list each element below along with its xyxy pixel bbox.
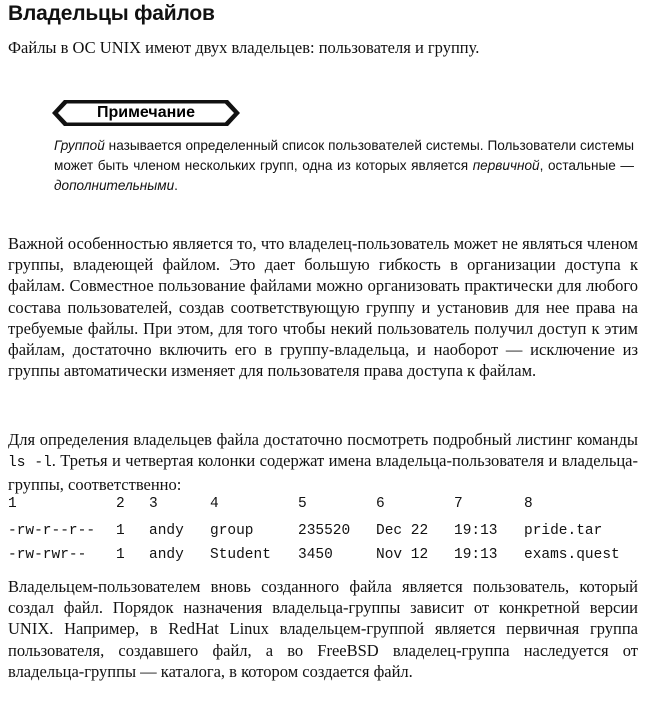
para2-after: . Третья и четвертая колонки содержат имена владельца-пользователя и владельца-группы, соответственно: xyxy=(8,451,638,495)
command-ls: ls -l xyxy=(8,455,52,472)
listing-owner-group: Student xyxy=(210,547,271,563)
body-paragraph-3: Владельцем-пользователем вновь созданного файла является пользователь, который создал файл. Порядок назначения владельца-группы зависит от конкретной версии UNIX. Например, в RedHat Linux владельцем-группой является первичная группа пользователя, создавшего файл, а во FreeBSD владелец-группа наследуется от владельца-группы — каталога, в котором создается файл. xyxy=(8,577,638,681)
listing-col-number: 1 xyxy=(8,496,17,512)
note-text-1: называется определенный список пользователей системы. Пользователи системы может быть членом нескольких групп, одна из которых является xyxy=(54,138,634,173)
para2-before: Для определения владельцев файла достаточно посмотреть подробный листинг команды xyxy=(8,430,638,449)
listing-row xyxy=(8,523,638,545)
listing-date: Dec 22 xyxy=(376,523,429,539)
listing-links: 1 xyxy=(116,547,125,563)
listing-col-number: 5 xyxy=(298,496,307,512)
intro-paragraph: Файлы в ОС UNIX имеют двух владельцев: пользователя и группу. xyxy=(8,38,480,57)
listing-header-row xyxy=(8,496,638,518)
note-label-banner xyxy=(52,100,240,126)
note-label-text: Примечание xyxy=(96,104,196,121)
note-term-group: Группой xyxy=(54,138,105,153)
note-text-3: . xyxy=(174,178,178,193)
listing-col-number: 4 xyxy=(210,496,219,512)
listing-col-number: 6 xyxy=(376,496,385,512)
listing-col-number: 2 xyxy=(116,496,125,512)
listing-col-number: 3 xyxy=(149,496,158,512)
listing-links: 1 xyxy=(116,523,125,539)
listing-permissions: -rw-rwr-- xyxy=(8,547,87,563)
ls-listing xyxy=(8,496,638,574)
listing-time: 19:13 xyxy=(454,547,498,563)
listing-size: 235520 xyxy=(298,523,351,539)
listing-owner-group: group xyxy=(210,523,254,539)
note-term-additional: дополнительными xyxy=(54,178,175,193)
section-heading: Владельцы файлов xyxy=(8,2,215,25)
note-term-primary: первичной xyxy=(472,158,540,173)
listing-col-number: 7 xyxy=(454,496,463,512)
body-paragraph-2 xyxy=(8,429,638,496)
listing-filename: pride.tar xyxy=(524,523,603,539)
listing-owner-user: andy xyxy=(149,523,184,539)
listing-time: 19:13 xyxy=(454,523,498,539)
listing-row xyxy=(8,547,638,569)
note-body xyxy=(54,136,634,196)
note-text-2: , остальные — xyxy=(539,158,634,173)
body-paragraph-1: Важной особенностью является то, что владелец-пользователь может не являться членом группы, владеющей файлом. Это дает большую гибкость в организации доступа к файлам. Совместное пользование файлами можно организовать практически для любого состава пользователей, создав соответствующую группу и установив для нее права на требуемые файлы. При этом, для того чтобы некий пользователь получил доступ к этим файлам, достаточно включить его в группу-владельца, и наоборот — исключение из группы автоматически изменяет для пользователя права доступа к файлам. xyxy=(8,234,638,381)
listing-filename: exams.quest xyxy=(524,547,620,563)
listing-owner-user: andy xyxy=(149,547,184,563)
listing-date: Nov 12 xyxy=(376,547,429,563)
listing-col-number: 8 xyxy=(524,496,533,512)
listing-size: 3450 xyxy=(298,547,333,563)
listing-permissions: -rw-r--r-- xyxy=(8,523,96,539)
